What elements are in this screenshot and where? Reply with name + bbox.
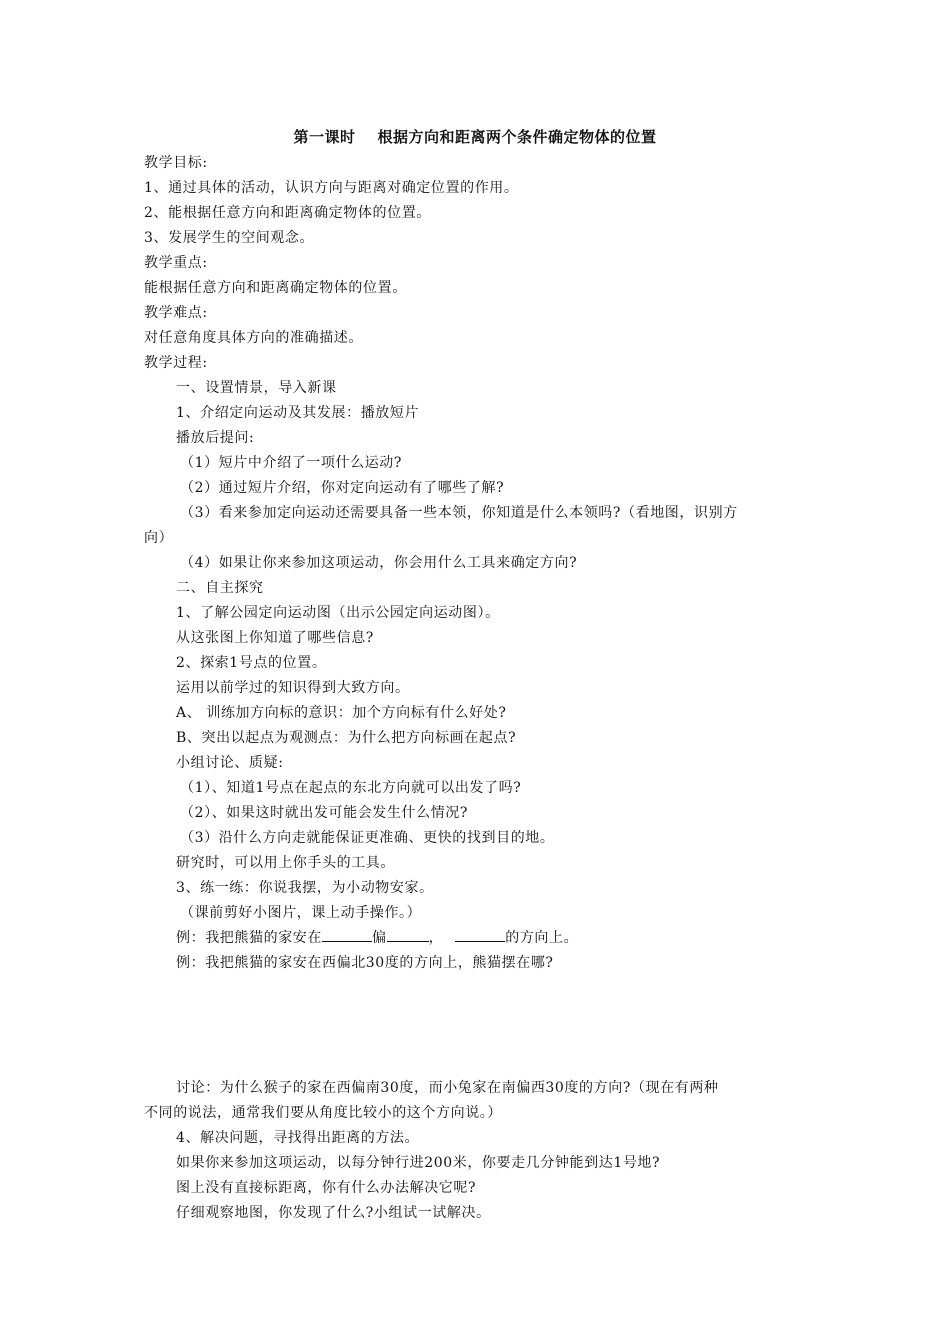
objectives-heading: 教学目标: [144,155,208,171]
difficulty: 对任意角度具体方向的准确描述。 [144,330,363,346]
lesson-number: 第一课时 [293,128,356,146]
panda-example: 例：我把熊猫的家安在西偏北30度的方向上，熊猫摆在哪? [176,955,554,971]
step-1-1: 1、介绍定向运动及其发展：播放短片 [176,405,420,421]
lesson-title [0,126,950,147]
fill-in-blank-1 [322,927,372,942]
after-video-questions: 播放后提问: [176,430,255,446]
discussion-paragraph: 讨论：为什么猴子的家在西偏南30度，而小兔家在南偏西30度的方向?（现在有两种 [176,1080,719,1096]
section-2-heading: 二、自主探究 [176,580,264,596]
question-3: （3）看来参加定向运动还需要具备一些本领，你知道是什么本领吗?（看地图，识别方 [180,505,738,521]
step-2-4-question: 如果你来参加这项运动，以每分钟行进200米，你要走几分钟能到达1号地? [176,1155,661,1171]
step-2-1: 1、了解公园定向运动图（出示公园定向运动图）。 [176,605,500,621]
point-a: A、 训练加方向标的意识：加个方向标有什么好处? [176,705,507,721]
difficulty-heading: 教学难点: [144,305,208,321]
key-point: 能根据任意方向和距离确定物体的位置。 [144,280,407,296]
fill-in-blank-2 [387,927,429,942]
step-2-4-observe: 仔细观察地图，你发现了什么?小组试一试解决。 [176,1205,491,1221]
step-2-1-question: 从这张图上你知道了哪些信息? [176,630,374,646]
step-2-4: 4、解决问题，寻找得出距离的方法。 [176,1130,420,1146]
key-points-heading: 教学重点: [144,255,208,271]
step-2-4-hint: 图上没有直接标距离，你有什么办法解决它呢? [176,1180,477,1196]
section-1-heading: 一、设置情景，导入新课 [176,380,337,396]
discussion-3: （3）沿什么方向走就能保证更准确、更快的找到目的地。 [180,830,555,846]
question-1: （1）短片中介绍了一项什么运动? [180,455,403,471]
question-3-continued: 向） [144,530,174,546]
discussion-1: （1）、知道1号点在起点的东北方向就可以出发了吗? [180,780,522,796]
fill-in-blank-3 [455,927,505,942]
fill-in-text-d: 的方向上。 [505,930,579,946]
step-2-3: 3、练一练：你说我摆，为小动物安家。 [176,880,434,896]
fill-in-example [176,927,578,947]
fill-in-text-a: 例：我把熊猫的家安在 [176,930,322,946]
step-2-2: 2、探索1号点的位置。 [176,655,327,671]
discussion-2: （2）、如果这时就出发可能会发生什么情况? [180,805,469,821]
research-note: 研究时，可以用上你手头的工具。 [176,855,395,871]
discussion-paragraph-continued: 不同的说法，通常我们要从角度比较小的这个方向说。） [144,1105,502,1121]
group-discussion-heading: 小组讨论、质疑: [176,755,284,771]
objective-2: 2、能根据任意方向和距离确定物体的位置。 [144,205,431,221]
question-4: （4）如果让你来参加这项运动，你会用什么工具来确定方向? [180,555,578,571]
step-2-2-note: 运用以前学过的知识得到大致方向。 [176,680,410,696]
step-2-3-note: （课前剪好小图片，课上动手操作。） [180,905,422,921]
fill-in-text-c: ， [428,930,444,946]
process-heading: 教学过程: [144,355,208,371]
objective-1: 1、通过具体的活动，认识方向与距离对确定位置的作用。 [144,180,519,196]
fill-in-text-b: 偏 [372,930,387,946]
lesson-topic: 根据方向和距离两个条件确定物体的位置 [377,128,657,146]
question-2: （2）通过短片介绍，你对定向运动有了哪些了解? [180,480,505,496]
point-b: B、突出以起点为观测点：为什么把方向标画在起点? [176,730,517,746]
objective-3: 3、发展学生的空间观念。 [144,230,315,246]
